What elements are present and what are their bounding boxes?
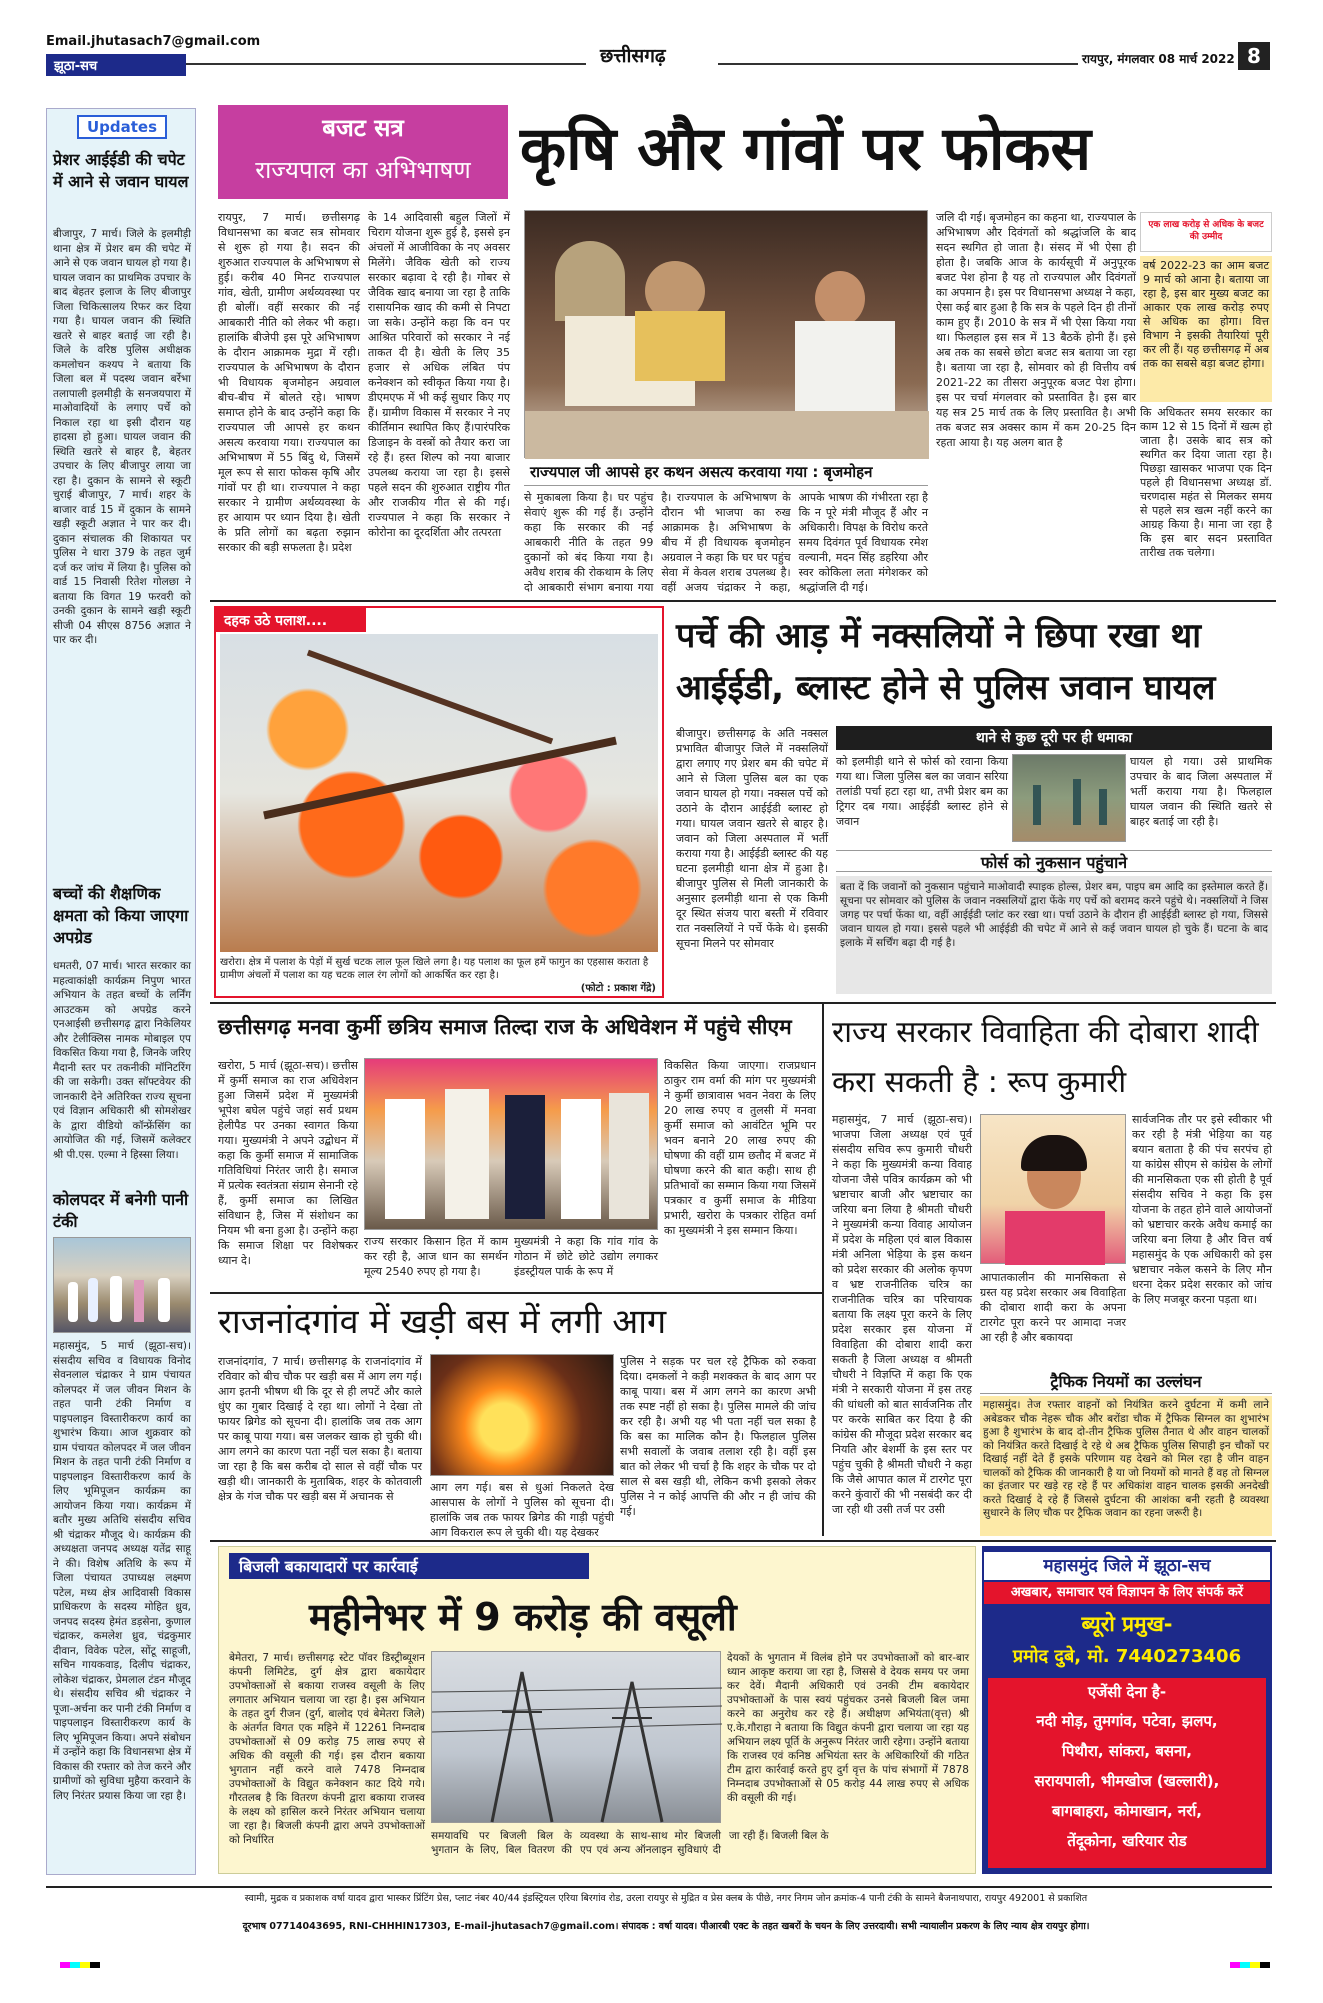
water-tank-photo: [53, 1237, 191, 1333]
sidebar-story3-title: कोलपदर में बनेगी पानी टंकी: [53, 1190, 189, 1231]
rup-kumari-photo: [980, 1114, 1126, 1264]
vivah-caption: आपातकालीन की मानसिकता से ग्रस्त यह प्रदेश सरकार अब विवाहिता की दोबारा शादी करा के अपना टारगेट पूरा करने पर आमादा नजर आ रही है और बकायदा: [980, 1271, 1126, 1344]
ied-col2: को इलमीड़ी थाने से फोर्स को रवाना किया गया था। जिला पुलिस बल का जवान सरिया तलांडी पर्चा हटा रहा था, तभी प्रेशर बम का ट्रिगर दब गया। आईईडी ब्लास्ट होने से जवान: [836, 755, 1008, 828]
cm-headline: छत्तीसगढ़ मनवा कुर्मी छत्रिय समाज तिल्दा राज के अधिवेशन में पहुंचे सीएम: [218, 1015, 792, 1039]
cm-below2: मुख्यमंत्री ने कहा कि गांव गांव के गोठान में छोटे छोटे उद्योग लगाकर इंडस्ट्रीयल पार्क के रूप में: [514, 1235, 658, 1278]
cm-photo: [364, 1058, 658, 1230]
header-email: Email.jhutasach7@gmail.com: [46, 34, 261, 49]
bus-col3: पुलिस ने सड़क पर चल रहे ट्रैफिक को रुकवा दिया। दमकलों ने कड़ी मशक्कत के बाद आग पर काबू पाया। बस में आग लगने का कारण अभी तक स्पष्ट नहीं हो सका है। पुलिस मामले की जांच कर रही है। अभी यह भी पता नहीं चल सका है कि बस का मालिक कौन है। फिलहाल पुलिस सभी सवालों के जवाब तलाश रही है। वहीं इस बात को लेकर भी चर्चा है कि शहर के चौक पर दो साल से बस खड़ी थी, लेकिन कभी इसको लेकर पुलिस ने न कोई आपत्ति की और न ही जांच की गई।: [620, 1355, 816, 1518]
ad-title: महासमुंद जिले में झूठा-सच: [984, 1552, 1270, 1580]
budget-kicker-line2: राज्यपाल का अभिभाषण: [255, 156, 471, 184]
budget-col2: के 14 आदिवासी बहुल जिलों में चिराग योजना शुरू हुई है, इससे इन अंचलों में आजीविका के नए अवसर मिलेंगे। जैविक खेती को राज्य सरकार बढ़ावा दे रही है। गोबर से जैविक खाद बनाया जा रहा है ताकि रासायनिक खाद की कमी से निपटा जा सके। उन्होंने कहा कि वन पर आश्रित परिवारों को सरकार ने नई ताकत दी है। खेती के लिए 35 हजार से अधिक लंबित पंप कनेक्शन को स्वीकृत किया गया है। डीएमएफ में भी कई सुधार किए गए हैं। ग्रामीण विकास में सरकार ने नए कीर्तिमान स्थापित किए हैं।पारंपरिक डिजाइन के वस्त्रों को तैयार करा जा रहे हैं। हस्त शिल्प को नया बाजार उपलब्ध कराया जा रहा है। इससे पहले सदन की शुरुआत राष्ट्रीय गीत और राजकीय गीत से की गई। राज्यपाल ने कहा कि सरकार ने कोरोना का दूरदर्शिता और तत्परता: [368, 211, 510, 539]
bijli-photo-caption: समयावधि पर बिजली बिल के भुगतान के लिए, बिल वितरण की व्यवस्था के साथ-साथ मोर बिजली एप एवं अन्य ऑनलाइन सुविधाएं दी जा रही हैं। बिजली बिल के: [431, 1830, 829, 1856]
footer-imprint: स्वामी, मुद्रक व प्रकाशक वर्षा यादव द्वारा भास्कर प्रिंटिंग प्रेस, प्लाट नंबर 40/44 इंडस्ट्रियल एरिया बिरगांव रोड, उरला रायपुर से मुद्रित व प्रेस क्लब के पीछे, नगर निगम जोन क्रमांक-4 पानी टंकी के सामने बैजनाथपारा, रायपुर 492001 से प्रकाशित: [244, 1893, 1088, 1904]
bijli-kicker: बिजली बकायादारों पर कार्रवाई: [229, 1553, 589, 1579]
assembly-photo: [524, 210, 928, 458]
vivah-col1: महासमुंद, 7 मार्च (झूठा-सच)। भाजपा जिला अध्यक्ष एवं पूर्व संसदीय सचिव रूप कुमारी चौधरी ने कहा कि मुख्यमंत्री कन्या विवाह योजना जैसे पवित्र कार्यक्रम को भी भ्रष्टाचार बाजी और भ्रष्टाचार का जरिया बना लिया है श्रीमती चौधरी ने मुख्यमंत्री कन्या विवाह आयोजन में प्रदेश के महिला एवं बाल विकास मंत्री अनिला भेड़िया के इस कथन को प्रदेश सरकार की अलोक कृपण व भ्रष्ट राजनीतिक चरित्र का राजनीतिक चरित्र का परिचायक बताया कि लक्ष्य पूरा करने के लिए प्रदेश सरकार इस योजना में विवाहिता की दोबारा शादी करा सकती है जिला अध्यक्ष व श्रीमती चौधरी ने विज्ञप्ति में कहा कि एक मंत्री ने सरकारी योजना में इस तरह की धांधली को बात सार्वजनिक तौर पर करके साबित कर दिया है की कांग्रेस की मौजूदा प्रदेश सरकार बद नियति और बेशर्मी के इस स्तर पर पहुंच चुकी है श्रीमती चौधरी ने कहा कि जैसे आपात काल में टारगेट पूरा करने कुंवारों की भी नसबंदी कर दी जा रही थी उसी तर्ज पर उसी: [832, 1113, 972, 1516]
ad-line-3: सरायपाली, भीमखोज (खल्लारी),: [1034, 1772, 1220, 1790]
budget-side-white: कि अधिकतर समय सरकार का काम 12 से 15 दिनों में खत्म हो जाता है। उसके बाद सत्र को स्थगित कर दिया जाता रहा है। पिछड़ा खासकर भाजपा एक दिन पहले ही विधानसभा अध्यक्ष डॉ. चरणदास महंत से मिलकर समय से पहले सत्र खत्म नहीं करने का आग्रह किया है। माना जा रहा है कि इस बार सदन प्रस्तावित तारीख तक चलेगा।: [1140, 406, 1272, 559]
sidebar: [46, 108, 196, 1875]
budget-col1: रायपुर, 7 मार्च। छत्तीसगढ़ विधानसभा का बजट सत्र सोमवार से शुरू हो गया है। सदन की शुरुआत राज्यपाल के अभिभाषण से हुई। करीब 40 मिनट राज्यपाल गांव, खेती, ग्रामीण अर्थव्यवस्था पर ही बोलीं। वहीं सरकार की नई आबकारी नीति को लेकर भी कहा। हालांकि बीजेपी इस पूरे अभिभाषण के दौरान आक्रामक मुद्रा में रही। राज्यपाल के अभिभाषण के दौरान भी विधायक बृजमोहन अग्रवाल बीच-बीच में बोलते रहे। भाषण समाप्त होने के बाद उन्होंने कहा कि राज्यपाल जी आपसे हर कथन असत्य करवाया गया। राज्यपाल का अभिभाषण में 55 बिंदु थे, जिसमें मूल रूप से सारा फोकस कृषि और गांवों पर ही था। राज्यपाल ने कहा सरकार ने ग्रामीण अर्थव्यवस्था के हर आयाम पर ध्यान दिया है। खेती के प्रति लोगों का बढ़ता रुझान सरकार की बड़ी सफलता है। प्रदेश: [218, 211, 360, 554]
sidebar-story1-body: बीजापुर, 7 मार्च। जिले के इलमीड़ी थाना क्षेत्र में प्रेशर बम की चपेट में आने से एक जवान घायल हो गया है। घायल जवान का प्राथमिक उपचार के बाद बेहतर इलाज के लिए बीजापुर जिला चिकित्सालय रिफर कर दिया गया है। घायल जवान की स्थिति खतरे से बाहर बताई जा रही है। जिले के वरिष्ठ पुलिस अधीक्षक कमलोचन कश्यप ने बताया कि जिला बल में पदस्थ जवान बर्रेभा तलापाली इलमीड़ी के सनजयपारा में माओवादियों के लगाए पर्चे को निकाल रहा था इसी दौरान यह हादसा हो हुआ। घायल जवान की स्थिति खतरे से बाहर है, बेहतर उपचार के लिए बीजापुर लाया जा रहा है। दुकान के सामने से स्कूटी चुराई बीजापुर, 7 मार्च। शहर के बाजार वार्ड 15 में दुकान के सामने खड़ी स्कूटी अज्ञात ने पार कर दी। दुकान संचालक की शिकायत पर पुलिस ने धारा 379 के तहत जुर्म दर्ज कर जांच में लिया है। पुलिस को वार्ड 15 निवासी रितेश गोलछा ने बताया कि विगत 19 फरवरी को उनकी दुकान के सामने खड़ी स्कूटी सीजी 04 सीएस 8756 अज्ञात ने पार कर दी।: [53, 228, 191, 646]
budget-side-kicker: [1140, 212, 1272, 252]
ied-force-body: बता दें कि जवानों को नुकसान पहुंचाने माओवादी स्पाइक होल्स, प्रेशर बम, पाइप बम आदि का इस्तेमाल करते हैं। सूचना पर सोमवार को पुलिस के जवान नक्सलियों द्वारा फेंके गए पर्चे को बरामद करने पहुंचे थे। नक्सलियों ने जिस जगह पर पर्चा फेंका था, वहीं आईईडी प्लांट कर रखा था। पर्चा उठाने के दौरान ही आईईडी ब्लास्ट हो गया, जिससे जवान घायल हो गया। इससे पहले भी आईईडी की चपेट में आने से कई जवान घायल हो चुके हैं। घटना के बाद इलाके में सर्चिंग बढ़ा दी गई है।: [836, 876, 1272, 994]
ad-agency-title: एजेंसी देना है-: [1087, 1683, 1167, 1701]
bijli-col1: बेमेतरा, 7 मार्च। छत्तीसगढ़ स्टेट पॉवर डिस्ट्रीब्यूशन कंपनी लिमिटेड, दुर्ग क्षेत्र द्वारा बकायेदार उपभोक्ताओं से बकाया राजस्व वसूली के लिए लगातार अभियान चलाया जा रहा है। इस अभियान के तहत दुर्ग रीजन (दुर्ग, बालोद एवं बेमेतरा जिले) के अंतर्गत विगत एक महिने में 12261 निम्नदाब उपभोक्ताओं से 09 करोड़ 75 लाख रुपए से अधिक की वसूली की गई। इस दौरान बकाया भुगतान नहीं करने वाले 7478 निम्नदाब उपभोक्ताओं के विद्युत कनेक्शन काट दिये गये। गौरतलब है कि वितरण कंपनी द्वारा बकाया राजस्व के लक्ष्य को हासिल करने निरंतर अभियान चलाया जा रहा है। बिजली कंपनी द्वारा अपने उपभोक्ताओं को निर्धारित: [229, 1652, 425, 1846]
traffic-body: महासमुंद। तेज रफ्तार वाहनों को नियंत्रित करने दुर्घटना में कमी लाने अबेडकर चौक नेहरू चौक और बरोंडा चौक में ट्रैफिक सिग्नल का शुभारंभ हुआ है शुभारंभ के बाद दो-तीन ट्रैफिक पुलिस तैनात थे और वाहन चालकों को नियंत्रित करते दिखाई दे रहे थे अब ट्रैफिक पुलिस सिपाही इन चौकों पर दिखाई नहीं देते हैं इसके परिणाम यह देखने को मिल रहा है जीन वाहन चालकों को ट्रैफिक की जानकारी है या जो नियमों को मानते हैं वह तो सिग्नल का इंतजार पर खड़े रह रहे हैं पर अधिकांश वाहन चालक इसकी अनदेखी करते दिखाई दे रहे हैं जिससे दुर्घटना की आशंका बनी रहती है व्यवस्था सुधारने के लिए चौक पर ट्रैफिक जवान का रहना जरूरी है।: [980, 1396, 1272, 1536]
bus-fire-photo: [430, 1354, 614, 1476]
section-name: छत्तीसगढ़: [600, 45, 666, 67]
budget-below-photo: से मुकाबला किया है। घर पहुंच सेवाएं शुरू की गई हैं। उन्होंने कहा कि सरकार की नई आबकारी नीति के तहत 99 दुकानों को बंद किया गया है। अवैध शराब की रोकथाम के लिए दो आबकारी संभाग बनाया गया है। राज्यपाल के अभिभाषण के दौरान भी भाजपा का रुख आक्रामक है। अभिभाषण के बीच में ही विधायक बृजमोहन अग्रवाल ने कहा कि घर घर पहुंच सेवा में केवल शराब उपलब्ध है। वहीं अजय चंद्राकर ने कहा, आपके भाषण की गंभीरता रहा है कि न पूरे मंत्री मौजूद हैं और न अधिकारी। विपक्ष के विरोध करते समय दिवंगत पूर्व विधायक रमेश वल्यानी, मदन सिंह डहरिया और स्वर कोकिला लता मंगेशकर को श्रद्धांजलि दी गई।: [524, 491, 928, 594]
registration-mark: [60, 1962, 100, 1968]
vivah-headline: राज्य सरकार विवाहिता की दोबारा शादी करा सकती है : रूप कुमारी: [832, 1015, 1259, 1100]
vivah-col3: सार्वजनिक तौर पर इसे स्वीकार भी कर रही है मंत्री भेड़िया का यह बयान बताता है की पंच सरपंच हो या कांग्रेस सीएम से कांग्रेस के लोगों की मानसिकता एक सी होती है पूर्व संसदीय सचिव ने कहा कि इस योजना के तहत होने वाले आयोजनों को भ्रष्टाचार करके अवैध कमाई का जरिया बना लिया है और वित्त वर्ष महासमुंद के एक अधिकारी को इस भ्रष्टाचार नकेल कसने के लिए मौन धरना देकर प्रदेश सरकार को जांच के लिए मजबूर करना पड़ता था।: [1132, 1113, 1272, 1306]
ied-col3: घायल हो गया। उसे प्राथमिक उपचार के बाद जिला अस्पताल में भर्ती कराया गया है। फिलहाल घायल जवान की स्थिति खतरे से बाहर बताई जा रही है।: [1130, 755, 1272, 828]
sidebar-story3-body: महासमुंद, 5 मार्च (झूठा-सच)। संसदीय सचिव व विधायक विनोद सेवनलाल चंद्राकर ने ग्राम पंचायत कोलपदर में जल जीवन मिशन के तहत पानी टंकी निर्माण व पाइपलाइन विस्तारीकरण कार्य का शुभारंभ किया। आज शुक्रवार को ग्राम पंचायत कोलपदर में जल जीवन मिशन के तहत पानी टंकी निर्माण व पाइपलाइन विस्तारीकरण कार्य के लिए भूमिपूजन कार्यक्रम का आयोजन किया गया। कार्यक्रम में बतौर मुख्य अतिथि संसदीय सचिव श्री चंद्राकर मौजूद थे। कार्यक्रम की अध्यक्षता जनपद अध्यक्ष यतेंद्र साहू ने की। विशेष अतिथि के रूप में जिला पंचायत उपाध्यक्ष लक्ष्मण पटेल, मध्य क्षेत्र आदिवासी विकास प्राधिकरण के सदस्य मोहित ध्रुव, जनपद सदस्य हेमंत डड़सेना, कुणाल चंद्राकर, कमलेश ध्रुव, चंद्रकुमार दीवान, विवेक पटेल, सोंटू साहूजी, सचिन गायकवाड़, दिलीप चंद्राकर, लोकेश चंद्राकर, प्रेमलाल टंडन मौजूद थे। संसदीय सचिव श्री चंद्राकर ने पूजा-अर्चना कर पानी टंकी निर्माण व पाइपलाइन विस्तारीकरण कार्य के लिए भूमिपूजन किया। अपने संबोधन में उन्होंने कहा कि विधानसभा क्षेत्र में विकास की रफ्तार को तेज करने और ग्रामीणों को सुविधा मुहैया करवाने के लिए निरंतर प्रयास किया जा रहा है।: [53, 1340, 191, 1802]
ad-line-5: तेंदूकोना, खरियार रोड: [1067, 1832, 1187, 1850]
page-number: 8: [1238, 42, 1270, 70]
bus-caption: आग लग गई। बस से धुआं निकलते देख आसपास के लोगों ने पुलिस को सूचना दी। हालांकि जब तक फायर ब्रिगेड की गाड़ी पहुंची आग विकराल रूप ले चुकी थी। यह देखकर: [430, 1481, 614, 1539]
ied-box-title: थाने से कुछ दूरी पर ही धमाका: [836, 726, 1272, 750]
ad-line-4: बागबाहरा, कोमाखान, नर्रा,: [1052, 1802, 1202, 1820]
power-tower-photo: [431, 1651, 721, 1823]
header-date: रायपुर, मंगलवार 08 मार्च 2022: [1082, 52, 1235, 66]
updates-badge: Updates: [77, 115, 167, 139]
budget-side-yellow: वर्ष 2022-23 का आम बजट 9 मार्च को आना है। बताया जा रहा है, इस बार मुख्य बजट का आकार एक लाख करोड़ रुपए से अधिक का होगा। वित्त विभाग ने इसकी तैयारियां पूरी कर ली हैं। यह छत्तीसगढ़ में अब तक का सबसे बड़ा बजट होगा।: [1140, 256, 1272, 402]
palash-caption: खरोरा। क्षेत्र में पलाश के पेड़ों में सुर्ख चटक लाल फूल खिले लगा है। यह पलाश का फूल हमें फागुन का एहसास कराता है ग्रामीण अंचलों में पलाश का यह चटक लाल रंग लोगों को आकर्षित कर रहा है।: [220, 957, 649, 981]
ad-line-1: नदी मोड़, तुमगांव, पटेवा, झलप,: [1036, 1712, 1218, 1730]
budget-headline: कृषि और गांवों पर फोकस: [520, 114, 1092, 184]
sidebar-story1-title: प्रेशर आईईडी की चपेट में आने से जवान घायल: [53, 150, 189, 191]
ad-subtitle: अखबार, समाचार एवं विज्ञापन के लिए संपर्क करें: [984, 1582, 1270, 1604]
sidebar-story2-body: धमतरी, 07 मार्च। भारत सरकार का महत्वाकांक्षी कार्यक्रम निपुण भारत अभियान के तहत बच्चों के लर्निंग आउटकम को अपग्रेड करने एनआईसी छत्तीसगढ़ द्वारा निकेलियर और टेलीक्लिस नामक मोबाइल एप विकसित किया गया है, जिनके जरिए मैदानी स्तर पर तकनीकी मॉनिटरिंग की जा सकेगी। उक्त सॉफ्टवेयर की जानकारी देने अतिरिक्त राज्य सूचना एवं विज्ञान अधिकारी श्री सोमशेखर के द्वारा वीडियो कॉन्फ्रेंसिंग का आयोजित की गई, जिसमें कलेक्टर श्री पी.एस. एल्मा ने हिस्सा लिया।: [53, 960, 191, 1161]
bijli-col3: देयकों के भुगतान में विलंब होने पर उपभोक्ताओं को बार-बार ध्यान आकृष्ट कराया जा रहा है, जिससे वे देयक समय पर जमा कर देवें। मैदानी अधिकारी एवं उनकी टीम बकायेदार उपभोक्ताओं के पास स्वयं पहुंचकर उनसे बिजली बिल जमा करने का अनुरोध कर रहे हैं। अधीक्षण अभियंता(वृत्त) श्री ए.के.गौराहा ने बताया कि विद्युत कंपनी द्वारा चलाया जा रहा यह अभियान लक्ष्य पूर्ति के अनुरूप निरंतर जारी रहेगा। उन्होंने बताया कि राजस्व एवं कनिष्ठ अभियंता स्तर के अधिकारियों की गठित टीम द्वारा कार्रवाई करते हुए दुर्ग वृत्त के पांच संभागों में 7878 निम्नदाब उपभोक्ताओं से 05 करोड़ 44 लाख रुपए से अधिक की वसूली की गई।: [727, 1652, 969, 1804]
footer-contact: दूरभाष 07714043695, RNI-CHHHIN17303, E-mail-jhutasach7@gmail.com। संपादक : वर्षा यादव। पीआरबी एक्ट के तहत खबरों के चयन के लिए उत्तरदायी। सभी न्यायालीन प्रकरण के लिए न्याय क्षेत्र रायपुर होगा।: [242, 1921, 1090, 1932]
palash-credit: (फोटो : प्रकाश गेंद्रे): [580, 983, 656, 994]
budget-kicker-line1: बजट सत्र: [322, 114, 404, 142]
bus-headline: राजनांदगांव में खड़ी बस में लगी आग: [218, 1302, 667, 1342]
sidebar-story2-title: बच्चों की शैक्षणिक क्षमता को किया जाएगा अपग्रेड: [53, 884, 189, 947]
cm-below1: राज्य सरकार किसान हित में काम कर रही है, आज धान का समर्थन मूल्य 2540 रुपए हो गया है।: [364, 1235, 508, 1278]
ied-photo: [1012, 754, 1126, 842]
registration-mark: [1230, 1962, 1270, 1968]
bijli-box: [218, 1546, 976, 1874]
tower-icon: [432, 1652, 722, 1824]
header-brand: झूठा-सच: [46, 54, 186, 76]
palash-title: दहक उठे पलाश....: [216, 608, 366, 632]
bus-col1: राजनांदगांव, 7 मार्च। छत्तीसगढ़ के राजनांदगांव में रविवार को बीच चौक पर खड़ी बस में आग लग गई। आग इतनी भीषण थी कि दूर से ही लपटें और काले धुंए का गुबार दिखाई दे रहा था। लोगों ने देखा तो फायर ब्रिगेड को सूचना दी। हालांकि जब तक आग पर काबू पाया गया। बस जलकर खाक हो चुकी थी। आग लगने का कारण पता नहीं चल सका है। बताया जा रहा है कि बस करीब दो साल से वहीं चौक पर खड़ी थी। जानकारी के मुताबिक, शहर के कोतवाली क्षेत्र के गंज चौक पर खड़ी बस में अचानक से: [218, 1355, 422, 1503]
ad-box: [982, 1546, 1272, 1874]
ied-col1: बीजापुर। छत्तीसगढ़ के अति नक्सल प्रभावित बीजापुर जिले में नक्सलियों द्वारा लगाए गए प्रेशर बम की चपेट में आने से जिला पुलिस बल का एक जवान घायल हो गया। नक्सल पर्चे को उठाने के दौरान आईईडी ब्लास्ट हो गया। घायल जवान खतरे से बाहर है। जवान को जिला अस्पताल में भर्ती कराया गया है। आईईडी ब्लास्ट की यह घटना इलमीड़ी थाना क्षेत्र में हुआ है। बीजापुर पुलिस से मिली जानकारी के अनुसार इलमीड़ी थाना से एक किमी दूर स्थित संजय पारा बस्ती में रविवार रात नक्सलियों ने पर्चे फेंके थे। इसकी सूचना मिलने पर सोमवार: [676, 727, 828, 950]
cm-col1: खरोरा, 5 मार्च (झूठा-सच)। छत्तीस में कुर्मी समाज का राज अधिवेशन हुआ जिसमें प्रदेश में मुख्यमंत्री भूपेश बघेल पहुंचे जहां सर्व प्रथम हेलीपैड पर उनका स्वागत किया गया। मुख्यमंत्री ने अपने उद्बोधन में कहा कि कुर्मी समाज में सामाजिक गतिविधियां निरंतर जारी है। समाज में प्रत्येक स्वतंत्रता संग्राम सेनानी रहे हैं, कुर्मी समाज का लिखित संविधान है, जिस में संशोधन का नियम भी बना हुआ है। उन्होंने कहा कि समाज शिक्षा पर विशेषकर ध्यान दे।: [218, 1059, 358, 1267]
ad-line-2: पिथौरा, सांकरा, बसना,: [1062, 1742, 1192, 1760]
budget-side-kicker-text: एक लाख करोड़ से अधिक के बजट की उम्मीद: [1148, 220, 1264, 242]
palash-box: [214, 606, 664, 998]
budget-col5: जलि दी गई। बृजमोहन का कहना था, राज्यपाल के अभिभाषण और दिवंगतों को श्रद्धांजलि के बाद सदन स्थगित हो जाता है। संसद में भी ऐसा ही होता है। जबकि आज के कार्यसूची में अनुपूरक बजट पेश होना है यह तो राज्यपाल और दिवंगतों का अपमान है। इस पर विधानसभा अध्यक्ष ने कहा, ऐसा कई बार हुआ है कि सत्र के पहले दिन ही तीनों काम हुए हैं। 2010 के सत्र में भी ऐसा किया गया था। फिलहाल इस सत्र में 13 बैठकें होनी हैं। इसे अब तक का सबसे छोटा बजट सत्र बताया जा रहा है। बताया जा रहा है, सोमवार को ही वित्तीय वर्ष 2021-22 का तीसरा अनुपूरक बजट पेश होगा। इस पर चर्चा मंगलवार को प्रस्तावित है। इस बार यह सत्र 25 मार्च तक के लिए प्रस्तावित है। अभी तक बजट सत्र अक्सर काम में कम 20-25 दिन रहता आया है। यह अलग बात है: [936, 211, 1136, 449]
ad-agency-panel: [988, 1678, 1266, 1868]
ad-role: ब्यूरो प्रमुख-: [1081, 1612, 1173, 1636]
bijli-headline: महीनेभर में 9 करोड़ की वसूली: [309, 1595, 737, 1639]
palash-photo: [220, 634, 658, 952]
traffic-title: ट्रैफिक नियमों का उल्लंघन: [980, 1370, 1272, 1394]
cm-col-right: विकसित किया जाएगा। राजप्रधान ठाकुर राम वर्मा की मांग पर मुख्यमंत्री ने कुर्मी छात्रावास भवन नेवरा के लिए 20 लाख रुपए व तुलसी में मनवा कुर्मी समाज को आवंटित भूमि पर भवन बनाने 20 लाख रुपए की घोषणा की वहीं ग्राम छतौद में बजट में घोषणा करने की बात कही। साथ ही प्रतिभावों का सम्मान किया गया जिसमें पत्रकार व कुर्मी समाज के मीडिया प्रभारी, खरोरा के पत्रकार रोहित वर्मा का मुख्यमंत्री ने इस सम्मान किया।: [664, 1059, 816, 1237]
ied-force-title: फोर्स को नुकसान पहुंचाने: [836, 850, 1272, 872]
ied-headline: पर्चे की आड़ में नक्सलियों ने छिपा रखा था आईईडी, ब्लास्ट होने से पुलिस जवान घायल: [676, 616, 1216, 708]
assembly-photo-caption: राज्यपाल जी आपसे हर कथन असत्य करवाया गया : बृजमोहन: [524, 462, 928, 486]
ad-contact: प्रमोद दुबे, मो. 7440273406: [1012, 1646, 1242, 1667]
budget-kicker: [218, 105, 508, 199]
